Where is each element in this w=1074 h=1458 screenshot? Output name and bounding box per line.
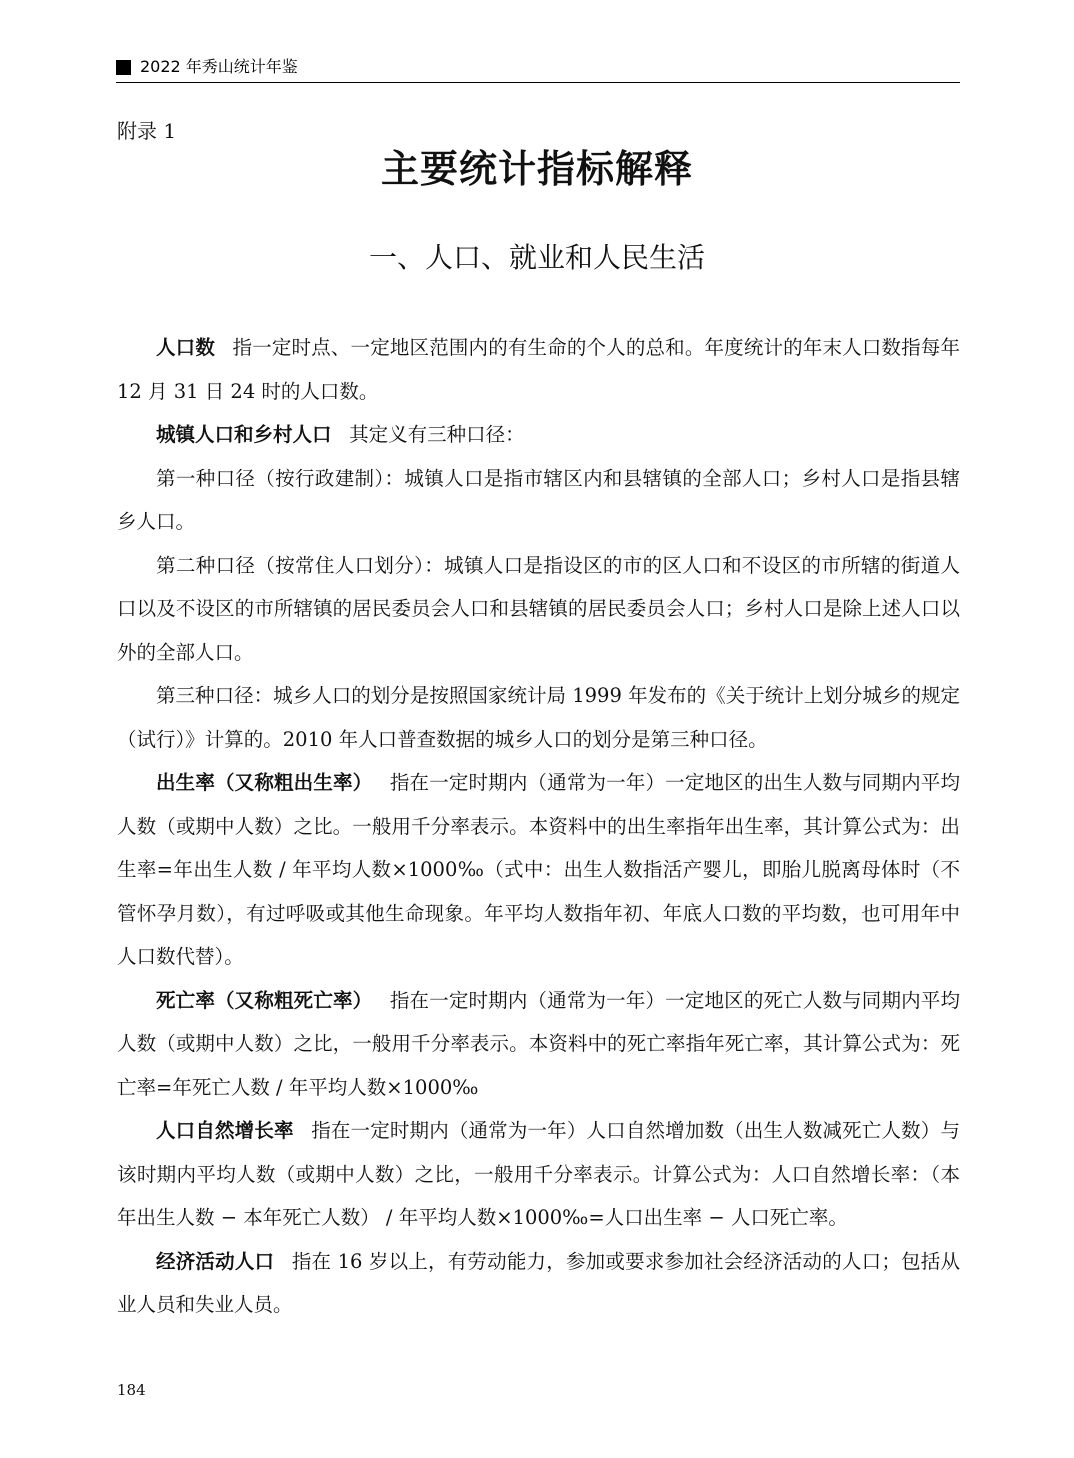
page-number: 184 <box>117 1381 146 1399</box>
paragraph <box>117 979 960 1110</box>
definition: 第一种口径（按行政建制）：城镇人口是指市辖区内和县辖镇的全部人口；乡村人口是指县辖乡人口。 <box>117 466 960 533</box>
term: 死亡率（又称粗死亡率） <box>156 988 373 1012</box>
term: 人口自然增长率 <box>156 1119 294 1142</box>
appendix-label: 附录 1 <box>117 119 177 143</box>
body-text <box>117 326 960 1327</box>
paragraph <box>117 413 960 457</box>
definition: 第二种口径（按常住人口划分）：城镇人口是指设区的市的区人口和不设区的市所辖的街道人口以及不设区的市所辖镇的居民委员会人口和县辖镇的居民委员会人口；乡村人口是除上述人口以外的全部人口。 <box>117 553 960 664</box>
paragraph <box>117 1109 960 1240</box>
definition: 指在一定时期内（通常为一年）一定地区的出生人数与同期内平均人数（或期中人数）之比。一般用千分率表示。本资料中的出生率指年出生率，其计算公式为：出生率=年出生人数 / 年平均人数×1000‰（式中：出生人数指活产婴儿，即胎儿脱离母体时（不管怀孕月数），有过呼吸或其他生命现象。年平均人数指年初、年底人口数的平均数，也可用年中人口数代替）。 <box>117 771 960 968</box>
running-header <box>116 56 960 83</box>
definition: 指在一定时期内（通常为一年）人口自然增加数（出生人数减死亡人数）与该时期内平均人数（或期中人数）之比，一般用千分率表示。计算公式为：人口自然增长率：（本年出生人数 − 本年死亡人数） / 年平均人数×1000‰=人口出生率 − 人口死亡率。 <box>117 1119 960 1229</box>
term: 经济活动人口 <box>156 1249 275 1273</box>
paragraph <box>117 457 960 544</box>
header-title: 2022 年秀山统计年鉴 <box>140 57 298 76</box>
page-title: 主要统计指标解释 <box>380 147 693 191</box>
definition: 指在 16 岁以上，有劳动能力，参加或要求参加社会经济活动的人口；包括从业人员和失业人员。 <box>117 1249 960 1316</box>
definition: 第三种口径：城乡人口的划分是按照国家统计局 1999 年发布的《关于统计上划分城乡的规定（试行）》计算的。2010 年人口普查数据的城乡人口的划分是第三种口径。 <box>117 684 960 751</box>
paragraph <box>117 544 960 675</box>
term: 出生率（又称粗出生率） <box>156 771 373 794</box>
paragraph <box>117 326 960 413</box>
term: 城镇人口和乡村人口 <box>156 423 332 446</box>
term: 人口数 <box>156 336 215 359</box>
definition: 指在一定时期内（通常为一年）一定地区的死亡人数与同期内平均人数（或期中人数）之比，一般用千分率表示。本资料中的死亡率指年死亡率，其计算公式为：死亡率=年死亡人数 / 年平均人数×1000‰ <box>117 988 960 1099</box>
header-square-icon <box>116 60 131 75</box>
paragraph <box>117 1240 960 1327</box>
paragraph <box>117 674 960 761</box>
definition: 其定义有三种口径： <box>349 423 525 446</box>
section-title: 一、人口、就业和人民生活 <box>368 241 705 274</box>
paragraph <box>117 761 960 979</box>
definition: 指一定时点、一定地区范围内的有生命的个人的总和。年度统计的年末人口数指每年 12 月 31 日 24 时的人口数。 <box>117 336 960 403</box>
